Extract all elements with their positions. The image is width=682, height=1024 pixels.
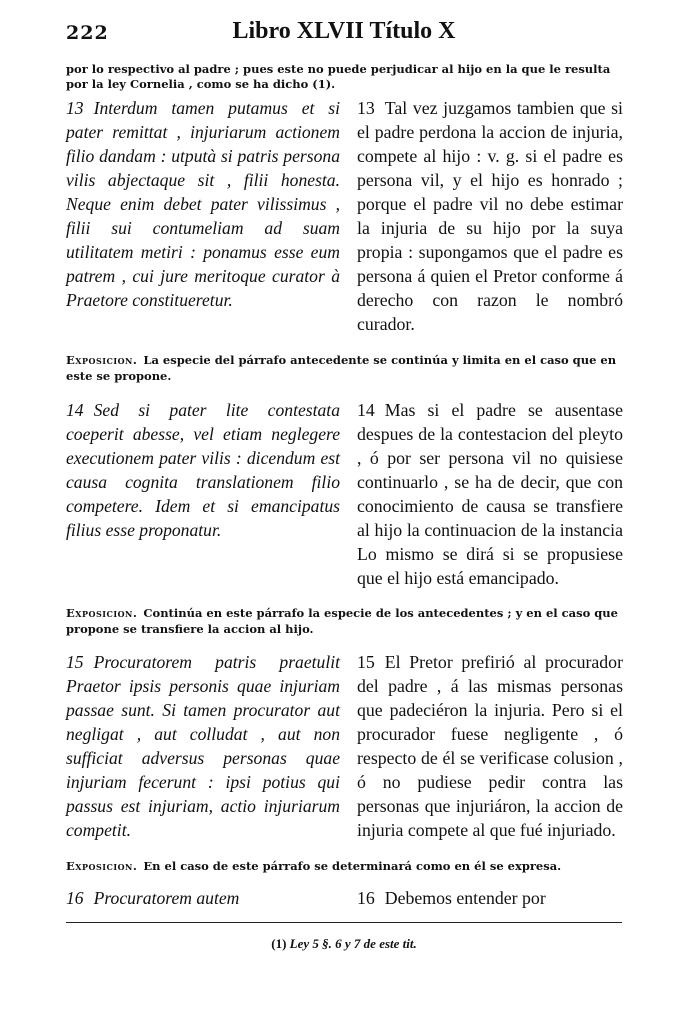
latin-text: Procuratorem patris praetulit Praetor ipsis personis quae injuriam passae sunt. Si tamen procurator aut negligat , aut colludat , aut non sufficiat adversus personas quae injuriam fecerunt : ipsi potius qui passus est injuriam, actio injuriarum competit. (66, 652, 340, 840)
exposition-label: Exposicion. (66, 606, 138, 620)
exposition-text: Continúa en este párrafo la especie de los antecedentes ; y en el caso que propone se transfiere la accion al hijo. (66, 606, 618, 636)
footnote-marker: (1) (271, 936, 287, 951)
spanish-paragraph-13 (357, 96, 623, 336)
latin-paragraph-14 (66, 398, 340, 542)
spanish-paragraph-15 (357, 650, 623, 842)
paragraph-number: 15 (66, 652, 84, 672)
paragraph-number: 14 (66, 400, 84, 420)
exposition-14 (66, 605, 622, 637)
footnote (66, 936, 622, 952)
running-title: Libro XLVII Título X (232, 18, 456, 44)
spanish-text: Mas si el padre se ausentase despues de la contestacion del pleyto , ó por ser persona vil no quisiese continuarlo , se ha de decir, que con conocimiento de causa se transfiere al hijo la continuacion de la instancia Lo mismo se dirá si se propusiese que el hijo está emancipado. (357, 400, 623, 588)
page-number: 222 (66, 22, 109, 44)
latin-paragraph-13 (66, 96, 340, 312)
latin-text: Interdum tamen putamus et si pater remittat , injuriarum actionem filio dandam : utputà si patris persona vilis abjectaque sit , filii honesta. Neque enim debet pater vilissimus , filii sui contumeliam ad suam utilitatem metiri : ponamus esse eum patrem , cui jure meritoque curator à Praetore constitueretur. (66, 98, 340, 310)
paragraph-number: 13 (66, 98, 84, 118)
spanish-text: El Pretor prefirió al procurador del padre , á las mismas personas que padeciéron la injuria. Pero si el procurador fuese negligente , ó respecto de él se verificase colusion , ó no pudiese pedir contra las personas que injuriáron, la accion de injuria compete al que fué injuriado. (357, 652, 623, 840)
spanish-text: Debemos entender por (384, 888, 546, 908)
exposition-label: Exposicion. (66, 859, 138, 873)
spanish-paragraph-16 (357, 886, 623, 910)
exposition-15 (66, 858, 622, 874)
paragraph-number: 15 (357, 652, 375, 672)
latin-text: Procuratorem autem (93, 888, 240, 908)
paragraph-number: 14 (357, 400, 375, 420)
exposition-text: En el caso de este párrafo se determinará como en él se expresa. (143, 859, 562, 873)
latin-paragraph-16 (66, 886, 340, 910)
spanish-paragraph-14 (357, 398, 623, 590)
exposition-label: Exposicion. (66, 353, 138, 367)
latin-text: Sed si pater lite contestata coeperit abesse, vel etiam neglegere executionem pater vilis : dicendum est causa cognita translationem filio competere. Idem et si emancipatus filius esse proponatur. (66, 400, 340, 540)
exposition-text: La especie del párrafo antecedente se continúa y limita en el caso que en este se propone. (66, 353, 617, 383)
page-header (66, 18, 622, 48)
latin-paragraph-15 (66, 650, 340, 842)
spanish-text: Tal vez juzgamos tambien que si el padre perdona la accion de injuria, compete al hijo : v. g. si el padre es persona vil, y el hijo es honrado ; porque el padre vil no debe estimar la injuria de su hijo por la suya propia : supongamos que el padre es persona á quien el Pretor conforme á derecho con razon le nombró curador. (357, 98, 623, 334)
footnote-divider (66, 922, 622, 923)
footnote-text: Ley 5 §. 6 y 7 de este tit. (289, 936, 417, 951)
paragraph-number: 16 (66, 888, 84, 908)
exposition-13 (66, 352, 622, 384)
intro-paragraph: por lo respectivo al padre ; pues este no puede perjudicar al hijo en la que le resulta por la ley Cornelia , como se ha dicho (1). (66, 62, 611, 91)
paragraph-number: 16 (357, 888, 375, 908)
paragraph-number: 13 (357, 98, 375, 118)
